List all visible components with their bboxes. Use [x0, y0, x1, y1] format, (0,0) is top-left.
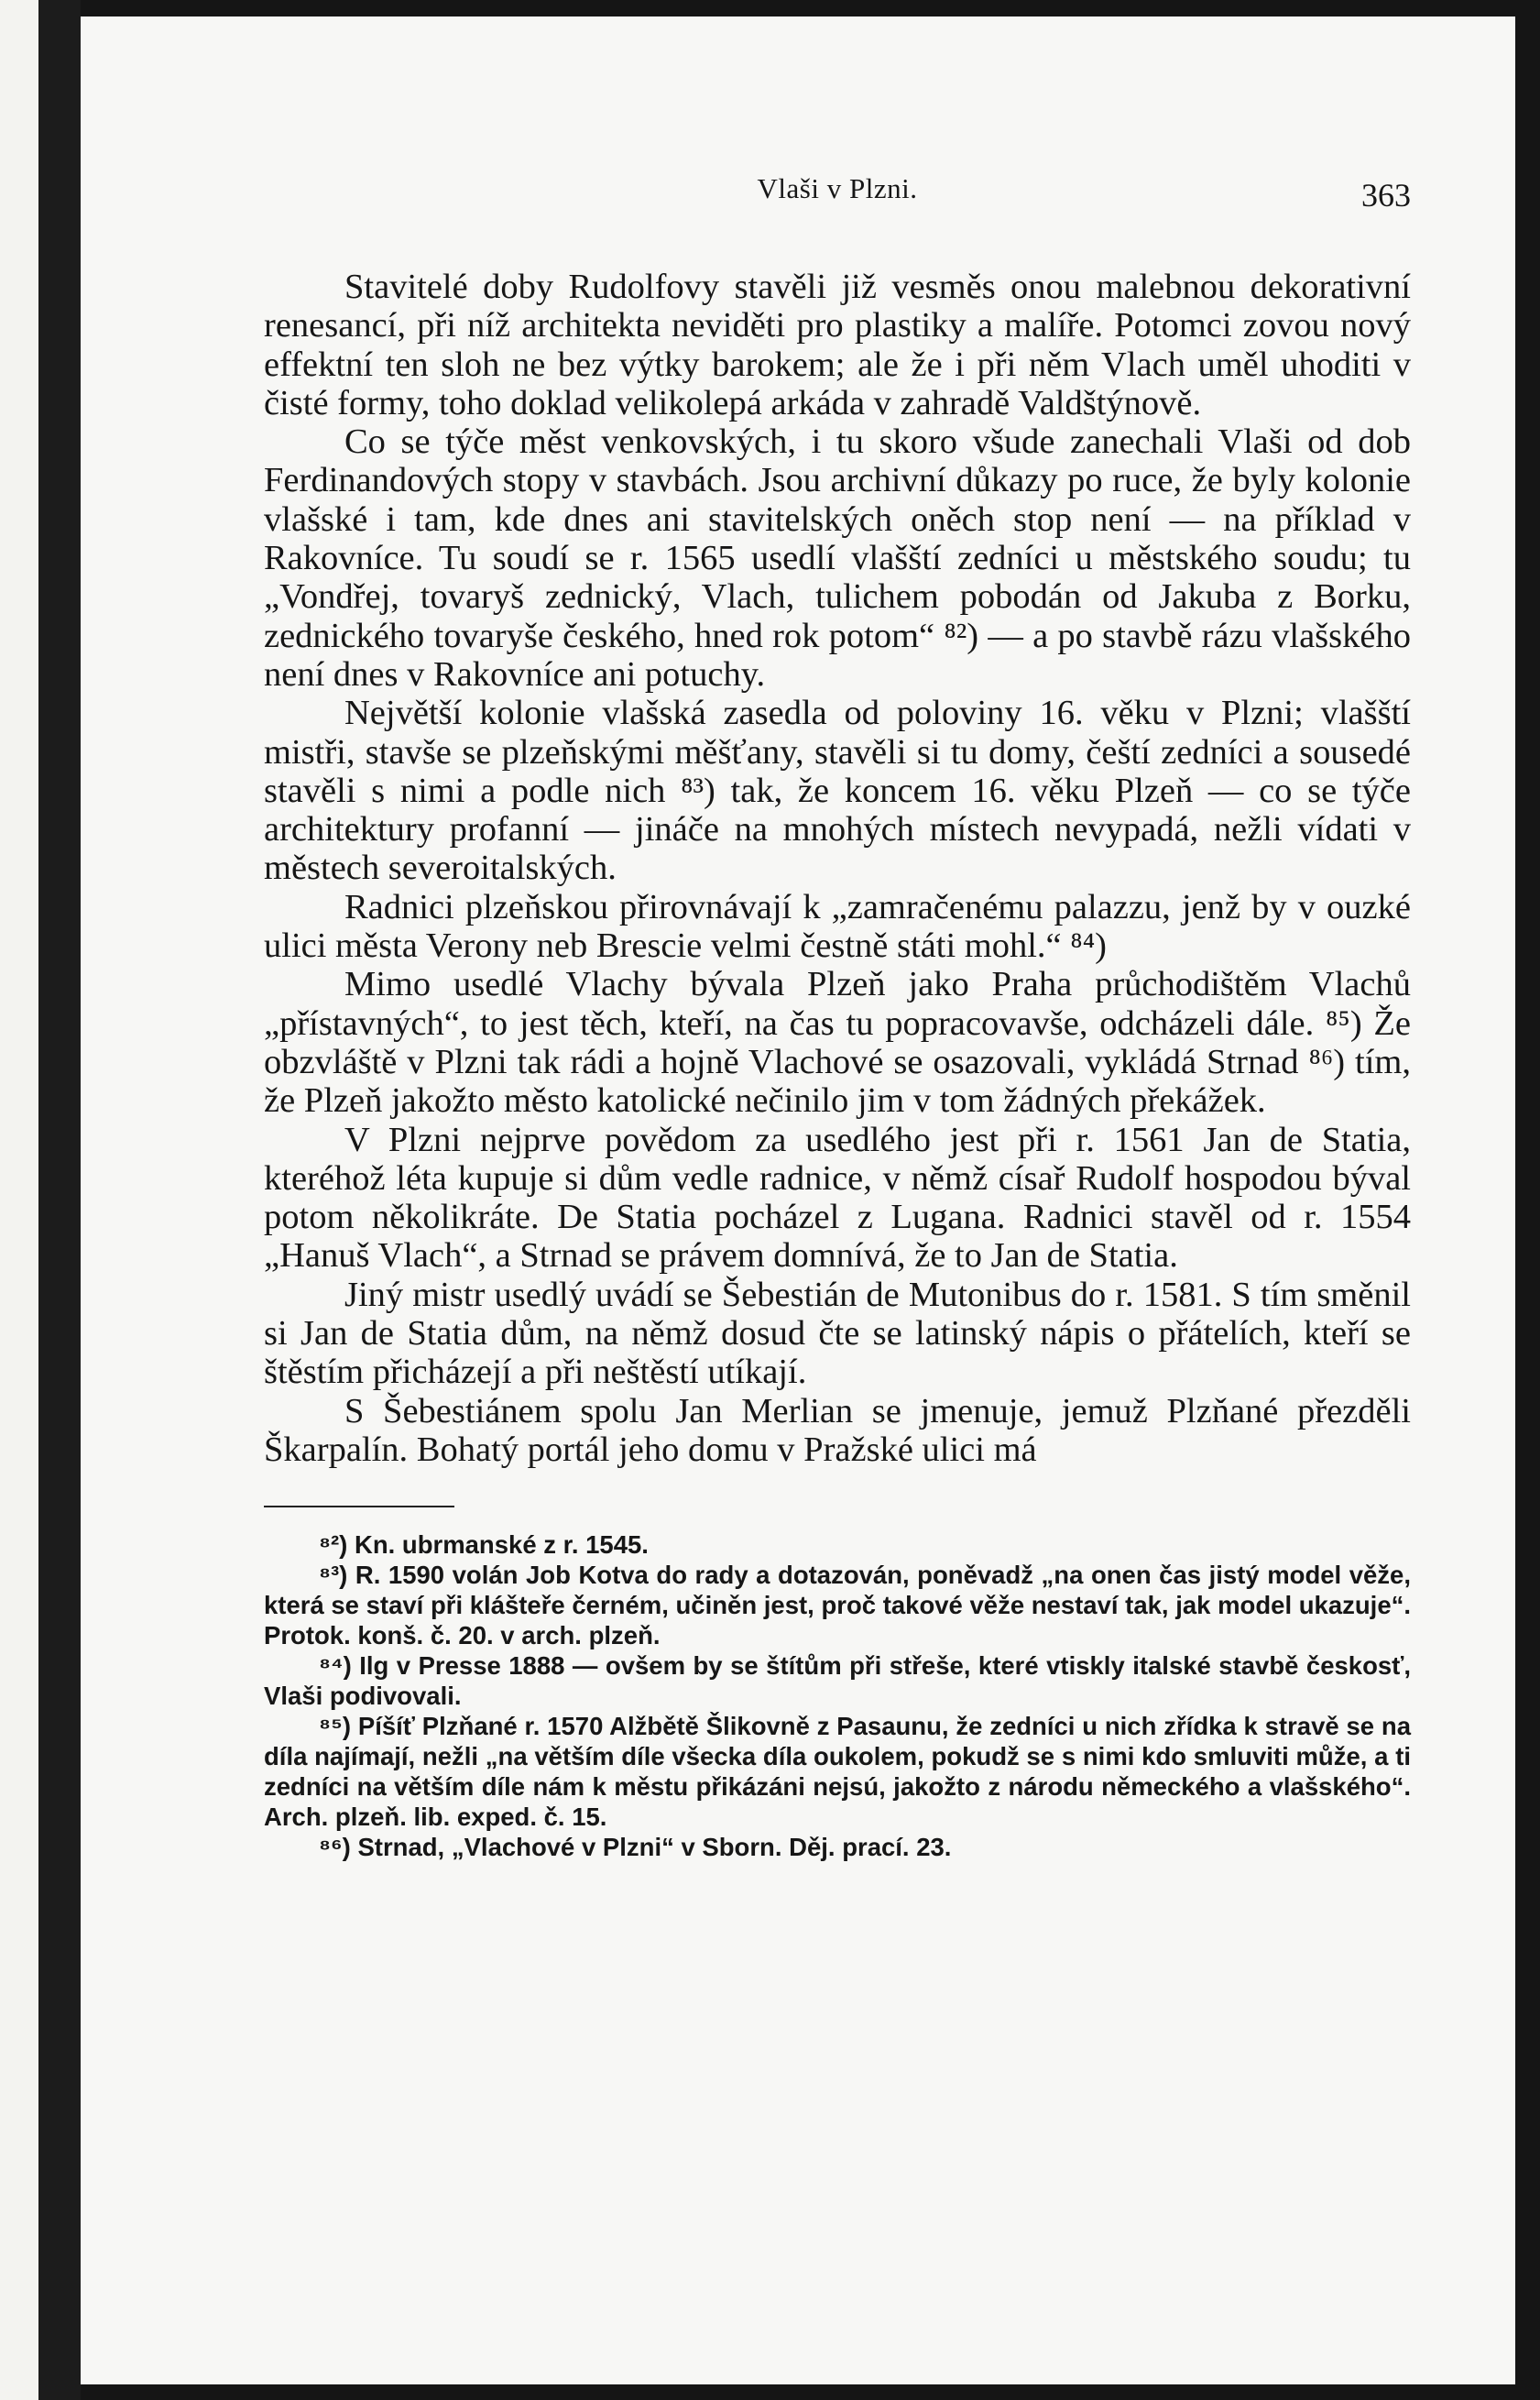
- paragraph: Co se týče měst venkovských, i tu skoro všude zanechali Vlaši od dob Ferdinandových stopy v stavbách. Jsou archivní důkazy po ruce, že byly kolonie vlašské i tam, kde dnes ani stavitelských oněch stop není — na příklad v Rakovníce. Tu soudí se r. 1565 usedlí vlašští zedníci u městského soudu; tu „Vondřej, tovaryš zednický, Vlach, tulichem pobodán od Jakuba z Borku, zednického tovaryše českého, hned rok potom“ ⁸²) — a po stavbě rázu vlašského není dnes v Rakovníce ani potuchy.: [264, 422, 1411, 694]
- paragraph: Největší kolonie vlašská zasedla od poloviny 16. věku v Plzni; vlašští mistři, stavše se plzeňskými měšťany, stavěli si tu domy, čeští zedníci a sousedé stavěli s nimi a podle nich ⁸³) tak, že koncem 16. věku Plzeň — co se týče architektury profanní — jináče na mnohých místech nevypadá, nežli vídati v městech severoitalských.: [264, 694, 1411, 888]
- paragraph: V Plzni nejprve povědom za usedlého jest při r. 1561 Jan de Statia, kteréhož léta kupuje si dům vedle radnice, v němž císař Rudolf hospodou býval potom několikráte. De Statia pocházel z Lugana. Radnici stavěl od r. 1554 „Hanuš Vlach“, a Strnad se právem domnívá, že to Jan de Statia.: [264, 1120, 1411, 1276]
- paragraph: Radnici plzeňskou přirovnávají k „zamračenému palazzu, jenž by v ouzké ulici města Verony neb Brescie velmi čestně státi mohl.“ ⁸⁴): [264, 887, 1411, 966]
- page-header: [264, 172, 1411, 227]
- footnote: ⁸⁶) Strnad, „Vlachové v Plzni“ v Sborn. Děj. prací. 23.: [319, 1833, 952, 1862]
- paragraph: S Šebestiánem spolu Jan Merlian se jmenuje, jemuž Plzňané přezděli Škarpalín. Bohatý portál jeho domu v Pražské ulici má: [264, 1391, 1411, 1469]
- running-title: Vlaši v Plzni.: [757, 172, 918, 204]
- footnote-divider: [264, 1506, 454, 1507]
- page-content: [264, 172, 1411, 1862]
- footnotes: [264, 1529, 1411, 1862]
- paragraph: Stavitelé doby Rudolfovy stavěli již vesměs onou malebnou dekorativní renesancí, při níž architekta neviděti pro plastiky a malíře. Potomci zovou nový effektní ten sloh ne bez výtky barokem; ale že i při něm Vlach uměl uhoditi v čisté formy, toho doklad velikolepá arkáda v zahradě Valdštýnově.: [264, 268, 1411, 422]
- paragraph: Mimo usedlé Vlachy bývala Plzeň jako Praha průchodištěm Vlachů „přístavných“, to jest těch, kteří, na čas tu popracovavše, odcházeli dále. ⁸⁵) Že obzvláště v Plzni tak rádi a hojně Vlachové se osazovali, vykládá Strnad ⁸⁶) tím, že Plzeň jakožto město katolické nečinilo jim v tom žádných překážek.: [264, 965, 1411, 1121]
- footnote: ⁸⁴) Ilg v Presse 1888 — ovšem by se štítům při střeše, které vtiskly italské stavbě českosť, Vlaši podivovali.: [264, 1651, 1411, 1711]
- body-text: [264, 268, 1411, 1469]
- footnote: ⁸²) Kn. ubrmanské z r. 1545.: [319, 1530, 649, 1560]
- adjacent-page-edge: [0, 0, 38, 2400]
- footnote: ⁸³) R. 1590 volán Job Kotva do rady a dotazován, poněvadž „na onen čas jistý model věže, která se staví při klášteře černém, učiněn jest, proč takové věže nestaví tak, jak model ukazuje“. Protok. konš. č. 20. v arch. plzeň.: [264, 1561, 1411, 1650]
- footnote: ⁸⁵) Píšíť Plzňané r. 1570 Alžbětě Šlikovně z Pasaunu, že zedníci u nich zřídka k stravě se na díla najímají, nežli „na větším díle všecka díla oukolem, pokudž se s nimi kdo smluviti může, a ti zedníci na větším díle nám k městu přikázáni nejsú, jakožto z národu německého a vlašského“. Arch. plzeň. lib. exped. č. 15.: [264, 1712, 1411, 1832]
- page-number: 363: [1361, 177, 1411, 214]
- paragraph: Jiný mistr usedlý uvádí se Šebestián de Mutonibus do r. 1581. S tím směnil si Jan de Statia dům, na němž dosud čte se latinský nápis o přátelích, kteří se štěstím přicházejí a při neštěstí utíkají.: [264, 1275, 1411, 1392]
- scan-gutter: [38, 0, 81, 2400]
- book-page: [81, 16, 1515, 2384]
